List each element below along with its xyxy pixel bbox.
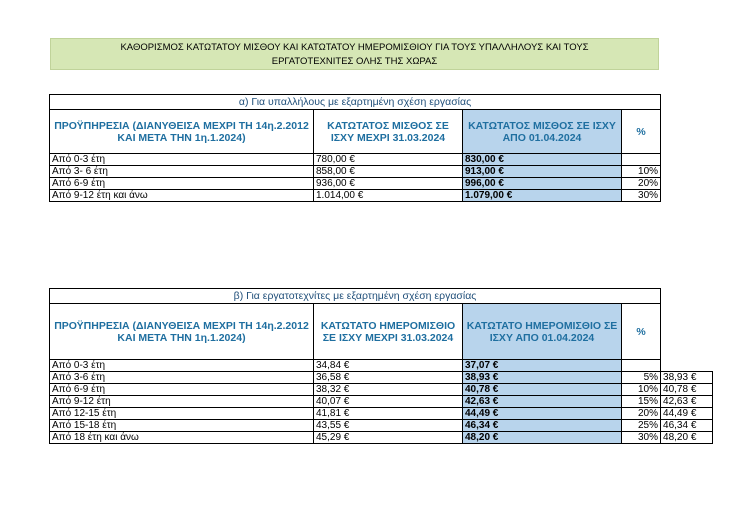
cell-extra: 38,93 €: [661, 372, 713, 384]
cell-percent: [622, 360, 661, 372]
cell-experience: Από 9-12 έτη και άνω: [50, 190, 314, 202]
cell-experience: Από 3-6 έτη: [50, 372, 314, 384]
cell-old: 34,84 €: [314, 360, 463, 372]
table-row: [50, 420, 713, 432]
cell-extra: 48,20 €: [661, 432, 713, 444]
cell-experience: Από 9-12 έτη: [50, 396, 314, 408]
cell-percent: 10%: [622, 384, 661, 396]
cell-percent: 30%: [622, 432, 661, 444]
cell-percent: 25%: [622, 420, 661, 432]
cell-old: 40,07 €: [314, 396, 463, 408]
cell-new: 37,07 €: [463, 360, 622, 372]
cell-extra: 42,63 €: [661, 396, 713, 408]
cell-percent: 20%: [622, 408, 661, 420]
section-title: β) Για εργατοτεχνίτες με εξαρτημένη σχέση εργασίας: [50, 289, 661, 304]
cell-experience: Από 6-9 έτη: [50, 384, 314, 396]
cell-experience: Από 0-3 έτη: [50, 154, 314, 166]
table-row: [50, 372, 713, 384]
cell-old: 41,81 €: [314, 408, 463, 420]
cell-old: 36,58 €: [314, 372, 463, 384]
table-row: [50, 178, 661, 190]
document-title: [50, 38, 659, 70]
cell-old: 936,00 €: [314, 178, 463, 190]
cell-experience: Από 15-18 έτη: [50, 420, 314, 432]
table-row: [50, 190, 661, 202]
header-old-salary: ΚΑΤΩΤΑΤΟΣ ΜΙΣΘΟΣ ΣΕ ΙΣΧΥ ΜΕΧΡΙ 31.03.2024: [314, 110, 463, 154]
cell-new: 46,34 €: [463, 420, 622, 432]
cell-percent: 30%: [622, 190, 661, 202]
cell-experience: Από 12-15 έτη: [50, 408, 314, 420]
cell-experience: Από 18 έτη και άνω: [50, 432, 314, 444]
spacer: [661, 289, 713, 304]
title-line-2: ΕΡΓΑΤΟΤΕΧΝΙΤΕΣ ΟΛΗΣ ΤΗΣ ΧΩΡΑΣ: [271, 56, 438, 67]
cell-new: 42,63 €: [463, 396, 622, 408]
table-employees: [49, 94, 661, 202]
cell-extra: 44,49 €: [661, 408, 713, 420]
cell-old: 43,55 €: [314, 420, 463, 432]
cell-percent: 15%: [622, 396, 661, 408]
cell-extra: 46,34 €: [661, 420, 713, 432]
table-row: [50, 154, 661, 166]
cell-experience: Από 6-9 έτη: [50, 178, 314, 190]
title-line-1: ΚΑΘΟΡΙΣΜΟΣ ΚΑΤΩΤΑΤΟΥ ΜΙΣΘΟΥ ΚΑΙ ΚΑΤΩΤΑΤΟΥ ΗΜΕΡΟΜΙΣΘΙΟΥ ΓΙΑ ΤΟΥΣ ΥΠΑΛΛΗΛΟΥΣ ΚΑΙ ΤΟΥΣ: [120, 42, 589, 53]
cell-new: 1.079,00 €: [463, 190, 622, 202]
header-old-wage: ΚΑΤΩΤΑΤΟ ΗΜΕΡΟΜΙΣΘΙΟ ΣΕ ΙΣΧΥ ΜΕΧΡΙ 31.03.2024: [314, 304, 463, 360]
cell-old: 1.014,00 €: [314, 190, 463, 202]
cell-extra: [661, 360, 713, 372]
header-new-wage: ΚΑΤΩΤΑΤΟ ΗΜΕΡΟΜΙΣΘΙΟ ΣΕ ΙΣΧΥ ΑΠΟ 01.04.2024: [463, 304, 622, 360]
cell-percent: [622, 154, 661, 166]
table-row: [50, 432, 713, 444]
table-row: [50, 408, 713, 420]
cell-new: 48,20 €: [463, 432, 622, 444]
cell-extra: 40,78 €: [661, 384, 713, 396]
table-row: [50, 396, 713, 408]
header-experience: ΠΡΟΫΠΗΡΕΣΙΑ (ΔΙΑΝΥΘΕΙΣΑ ΜΕΧΡΙ ΤΗ 14η.2.2012 ΚΑΙ ΜΕΤΑ ΤΗΝ 1η.1.2024): [50, 304, 314, 360]
cell-new: 44,49 €: [463, 408, 622, 420]
table-workers: [49, 288, 713, 444]
header-percent: %: [622, 110, 661, 154]
cell-old: 45,29 €: [314, 432, 463, 444]
cell-old: 38,32 €: [314, 384, 463, 396]
cell-new: 996,00 €: [463, 178, 622, 190]
cell-new: 830,00 €: [463, 154, 622, 166]
cell-old: 780,00 €: [314, 154, 463, 166]
cell-new: 38,93 €: [463, 372, 622, 384]
cell-percent: 5%: [622, 372, 661, 384]
cell-new: 913,00 €: [463, 166, 622, 178]
header-percent: %: [622, 304, 661, 360]
section-title: α) Για υπαλλήλους με εξαρτημένη σχέση εργασίας: [50, 95, 661, 110]
cell-experience: Από 3- 6 έτη: [50, 166, 314, 178]
cell-new: 40,78 €: [463, 384, 622, 396]
table-row: [50, 360, 713, 372]
cell-percent: 10%: [622, 166, 661, 178]
cell-percent: 20%: [622, 178, 661, 190]
header-experience: ΠΡΟΫΠΗΡΕΣΙΑ (ΔΙΑΝΥΘΕΙΣΑ ΜΕΧΡΙ ΤΗ 14η.2.2012 ΚΑΙ ΜΕΤΑ ΤΗΝ 1η.1.2024): [50, 110, 314, 154]
table-row: [50, 384, 713, 396]
header-new-salary: ΚΑΤΩΤΑΤΟΣ ΜΙΣΘΟΣ ΣΕ ΙΣΧΥ ΑΠΟ 01.04.2024: [463, 110, 622, 154]
cell-old: 858,00 €: [314, 166, 463, 178]
spacer: [661, 304, 713, 360]
table-row: [50, 166, 661, 178]
cell-experience: Από 0-3 έτη: [50, 360, 314, 372]
